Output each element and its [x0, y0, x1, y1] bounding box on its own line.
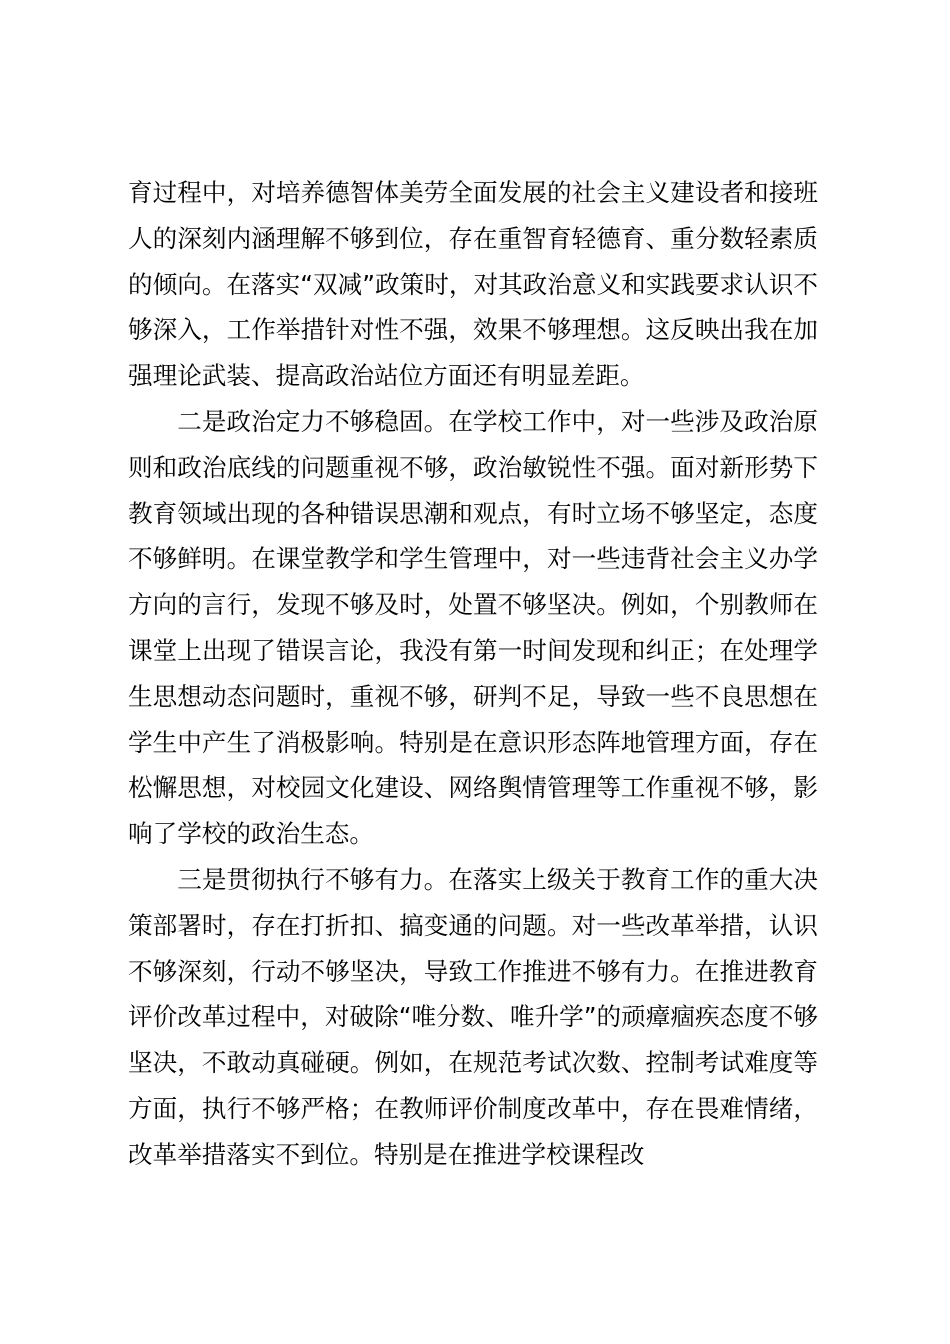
document-body	[128, 170, 818, 1178]
paragraph-implementation: 三是贯彻执行不够有力。在落实上级关于教育工作的重大决策部署时，存在打折扣、搞变通的问题。对一些改革举措，认识不够深刻，行动不够坚决，导致工作推进不够有力。在推进教育评价改革过程中，对破除“唯分数、唯升学”的顽瘴痼疾态度不够坚决，不敢动真碰硬。例如，在规范考试次数、控制考试难度等方面，执行不够严格；在教师评价制度改革中，存在畏难情绪，改革举措落实不到位。特别是在推进学校课程改	[128, 864, 818, 1169]
paragraph-political-stability: 二是政治定力不够稳固。在学校工作中，对一些涉及政治原则和政治底线的问题重视不够，政治敏锐性不强。面对新形势下教育领域出现的各种错误思潮和观点，有时立场不够坚定，态度不够鲜明。在课堂教学和学生管理中，对一些违背社会主义办学方向的言行，发现不够及时，处置不够坚决。例如，个别教师在课堂上出现了错误言论，我没有第一时间发现和纠正；在处理学生思想动态问题时，重视不够，研判不足，导致一些不良思想在学生中产生了消极影响。特别是在意识形态阵地管理方面，存在松懈思想，对校园文化建设、网络舆情管理等工作重视不够，影响了学校的政治生态。	[128, 406, 818, 849]
paragraph-continuation: 育过程中，对培养德智体美劳全面发展的社会主义建设者和接班人的深刻内涵理解不够到位，存在重智育轻德育、重分数轻素质的倾向。在落实“双减”政策时，对其政治意义和实践要求认识不够深入，工作举措针对性不强，效果不够理想。这反映出我在加强理论武装、提高政治站位方面还有明显差距。	[128, 178, 818, 391]
